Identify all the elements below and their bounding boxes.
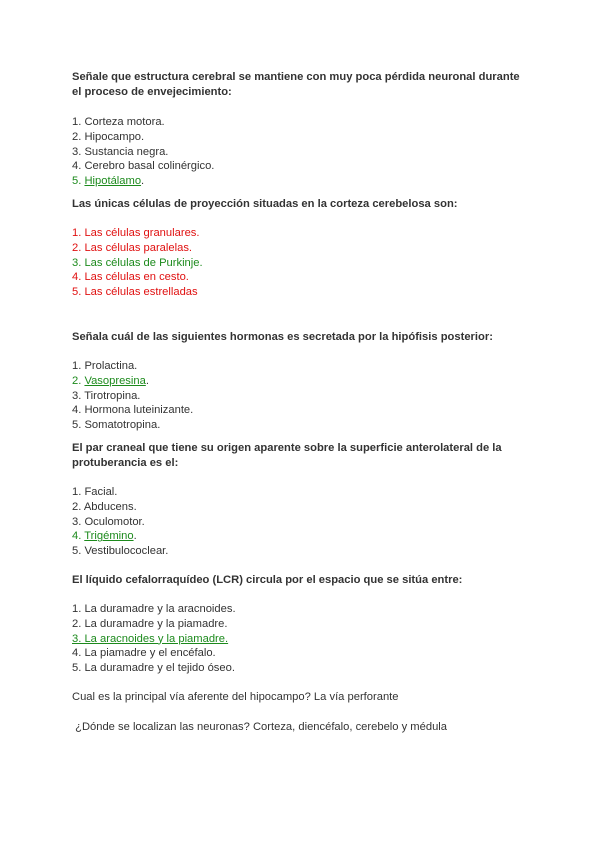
q1-option-1: 1. Corteza motora.	[72, 116, 165, 128]
q4-correct-suffix: .	[133, 530, 137, 543]
q2-option-4: 4. Las células en cesto.	[72, 271, 189, 284]
q5-option-2: 2. La duramadre y la piamadre.	[72, 617, 228, 630]
q5-option-5: 5. La duramadre y el tejido óseo.	[72, 662, 235, 675]
question-4: El par craneal que tiene su origen aparente sobre la superficie anterolateral de la protuberancia es el:	[72, 441, 502, 469]
q1-correct-answer: Hipotálamo	[84, 175, 142, 188]
q2-option-1: 1. Las células granulares.	[72, 226, 200, 239]
q4-option-1: 1. Facial.	[72, 485, 118, 498]
q4-option-2: 2. Abducens.	[72, 500, 137, 513]
note-2: ¿Dónde se localizan las neuronas? Corteza, diencéfalo, cerebelo y médula	[72, 720, 447, 733]
q2-option-2: 2. Las células paralelas.	[72, 241, 193, 254]
q4-correct-answer: Trigémino	[84, 530, 134, 543]
question-5: El líquido cefalorraquídeo (LCR) circula por el espacio que se sitúa entre:	[72, 573, 463, 586]
q4-correct-prefix: 4.	[72, 530, 85, 543]
q5-option-3-correct: 3. La aracnoides y la piamadre.	[72, 632, 229, 645]
q4-option-3: 3. Oculomotor.	[72, 515, 145, 528]
q1-option-5-correct	[72, 174, 532, 189]
q4-option-4-correct	[72, 529, 532, 544]
q3-option-5: 5. Somatotropina.	[72, 419, 161, 432]
question-1: Señale que estructura cerebral se mantiene con muy poca pérdida neuronal durante el proceso de envejecimiento:	[72, 71, 520, 98]
q3-option-3: 3. Tirotropina.	[72, 389, 141, 402]
q3-option-2-correct	[72, 374, 532, 389]
q3-correct-prefix: 2.	[72, 374, 85, 387]
question-1-options	[72, 115, 532, 189]
question-3-options	[72, 359, 532, 433]
q1-correct-suffix: .	[141, 175, 145, 188]
q2-option-5: 5. Las células estrelladas	[72, 286, 198, 299]
q1-option-3: 3. Sustancia negra.	[72, 145, 169, 158]
q1-option-4: 4. Cerebro basal colinérgico.	[72, 160, 215, 173]
q3-correct-suffix: .	[145, 374, 149, 387]
question-2: Las únicas células de proyección situadas en la corteza cerebelosa son:	[72, 197, 458, 210]
q3-option-1: 1. Prolactina.	[72, 359, 138, 372]
q1-correct-prefix: 5.	[72, 175, 85, 188]
question-2-options	[72, 226, 532, 300]
q5-option-4: 4. La piamadre y el encéfalo.	[72, 647, 216, 660]
note-1: Cual es la principal vía aferente del hipocampo? La vía perforante	[72, 690, 399, 703]
question-5-options	[72, 602, 532, 676]
question-3: Señala cuál de las siguientes hormonas es secretada por la hipófisis posterior:	[72, 330, 493, 343]
q2-option-3-correct: 3. Las células de Purkinje.	[72, 256, 203, 269]
question-4-options	[72, 485, 532, 559]
q3-option-4: 4. Hormona luteinizante.	[72, 404, 194, 417]
q5-option-1: 1. La duramadre y la aracnoides.	[72, 602, 236, 615]
q1-option-2: 2. Hipocampo.	[72, 130, 145, 143]
q4-option-5: 5. Vestibulococlear.	[72, 545, 169, 558]
document-page	[72, 70, 532, 735]
q3-correct-answer: Vasopresina	[84, 374, 146, 387]
